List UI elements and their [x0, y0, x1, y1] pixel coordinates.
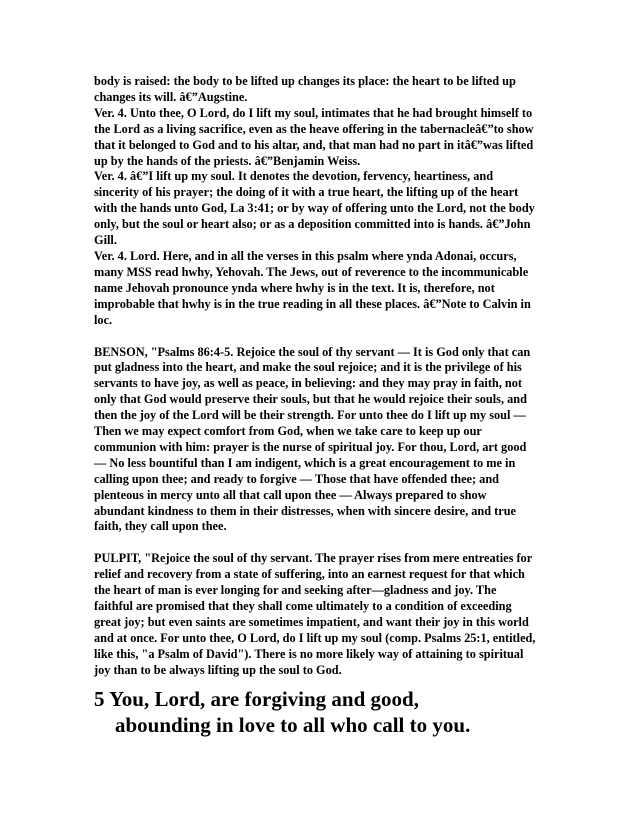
paragraph-gap: [94, 535, 546, 551]
verse-heading: [94, 686, 614, 738]
commentary-paragraph-benson: BENSON, "Psalms 86:4-5. Rejoice the soul of thy servant — It is God only that can put gladness into the heart, and make the soul rejoice; and it is the privilege of his servants to have joy, as well as peace, in believing: and they may pray in faith, not only that God would preserve their souls, but that he would rejoice their souls, and then the joy of the Lord will be their strength. For unto thee do I lift up my soul — Then we may expect comfort from God, when we take care to keep up our communion with him: prayer is the nurse of spiritual joy. For thou, Lord, art good — No less bountiful than I am indigent, which is a great encouragement to me in calling upon thee; and ready to forgive — Those that have offended thee; and plenteous in mercy unto all that call upon thee — Always prepared to show abundant kindness to them in their distresses, when with sincere desire, and true faith, they call upon thee.: [94, 344, 531, 534]
commentary-paragraph-notes: body is raised: the body to be lifted up changes its place: the heart to be lifted up changes its will. â€”Augstine. Ver. 4. Unto thee, O Lord, do I lift my soul, intimates that he had brought himself to the Lord as a living sacrifice, even as the heave offering in the tabernacleâ€”to show that it belonged to God and to his altar, and, that man had no part in itâ€”was lifted up by the hands of the priests. â€”Benjamin Weiss. Ver. 4. â€”I lift up my soul. It denotes the devotion, fervency, heartiness, and sincerity of his prayer; the doing of it with a true heart, the lifting up of the heart with the hands unto God, La 3:41; or by way of offering unto the Lord, not the body only, but the soul or heart also; or as a deposition committed into is hands. â€”John Gill. Ver. 4. Lord. Here, and in all the verses in this psalm where ynda Adonai, occurs, many MSS read hwhy, Yehovah. The Jews, out of reverence to the incommunicable name Jehovah pronounce ynda where hwhy is in the text. It is, therefore, not improbable that hwhy is in the true reading in all these places. â€”Note to Calvin in loc.: [94, 74, 535, 327]
verse-line-2: abounding in love to all who call to you.: [115, 713, 471, 737]
commentary-paragraph-pulpit: PULPIT, "Rejoice the soul of thy servant. The prayer rises from mere entreaties for relief and recovery from a state of suffering, into an earnest request for that which the heart of man is ever longing for and seeking after—gladness and joy. The faithful are promised that they shall come ultimately to a condition of exceeding great joy; but even saints are sometimes impatient, and want their joy in this world and at once. For unto thee, O Lord, do I lift up my soul (comp. Psalms 25:1, entitled, like this, "a Psalm of David"). There is no more likely way of attaining to spiritual joy than to be always lifting up the soul to God.: [94, 551, 536, 677]
paragraph-gap: [94, 329, 546, 345]
verse-line-1: 5 You, Lord, are forgiving and good,: [94, 687, 419, 711]
commentary-text: [94, 74, 546, 679]
